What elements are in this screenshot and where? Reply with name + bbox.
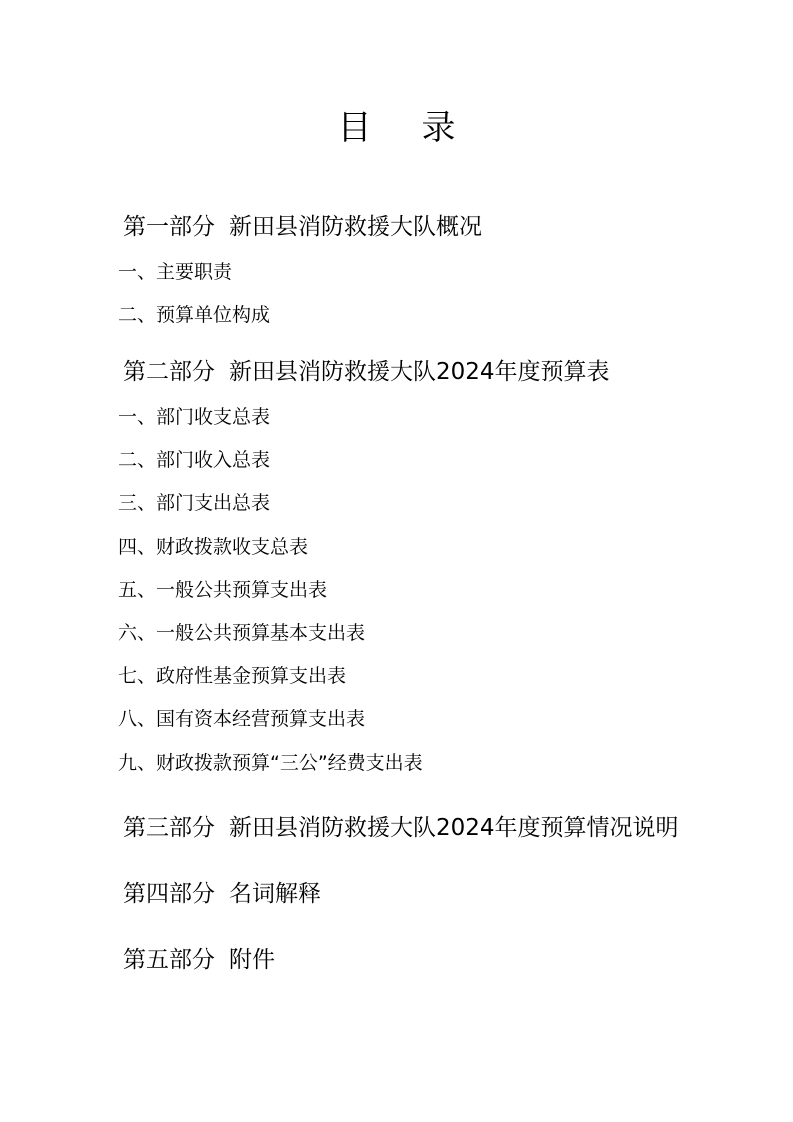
- toc-part-title: 附件: [229, 947, 275, 973]
- toc-part-title: 新田县消防救援大队2024年度预算表: [229, 359, 610, 385]
- toc-item[interactable]: 二、预算单位构成: [118, 304, 271, 326]
- toc-part-title: 新田县消防救援大队2024年度预算情况说明: [229, 815, 679, 841]
- toc-part-4[interactable]: [123, 879, 321, 909]
- toc-item[interactable]: 九、财政拨款预算“三公”经费支出表: [118, 752, 423, 774]
- page-title: 目录: [337, 108, 506, 148]
- toc-part-1[interactable]: [123, 212, 482, 242]
- toc-part-title: 名词解释: [229, 881, 321, 907]
- toc-item[interactable]: 四、财政拨款收支总表: [118, 536, 309, 558]
- toc-item[interactable]: 七、政府性基金预算支出表: [118, 665, 347, 687]
- toc-item[interactable]: 一、部门收支总表: [118, 406, 271, 428]
- toc-part-3[interactable]: [123, 813, 679, 843]
- toc-part-title: 新田县消防救援大队概况: [229, 214, 482, 240]
- toc-part-label: 第四部分: [123, 881, 215, 907]
- toc-part-label: 第三部分: [123, 815, 215, 841]
- toc-part-2[interactable]: [123, 357, 610, 387]
- toc-part-label: 第五部分: [123, 947, 215, 973]
- toc-item[interactable]: 一、主要职责: [118, 261, 233, 283]
- toc-item[interactable]: 八、国有资本经营预算支出表: [118, 708, 366, 730]
- toc-part-5[interactable]: [123, 945, 275, 975]
- toc-item[interactable]: 三、部门支出总表: [118, 492, 271, 514]
- toc-item[interactable]: 五、一般公共预算支出表: [118, 579, 328, 601]
- toc-item[interactable]: 六、一般公共预算基本支出表: [118, 622, 366, 644]
- toc-part-label: 第一部分: [123, 214, 215, 240]
- toc-item[interactable]: 二、部门收入总表: [118, 449, 271, 471]
- toc-part-label: 第二部分: [123, 359, 215, 385]
